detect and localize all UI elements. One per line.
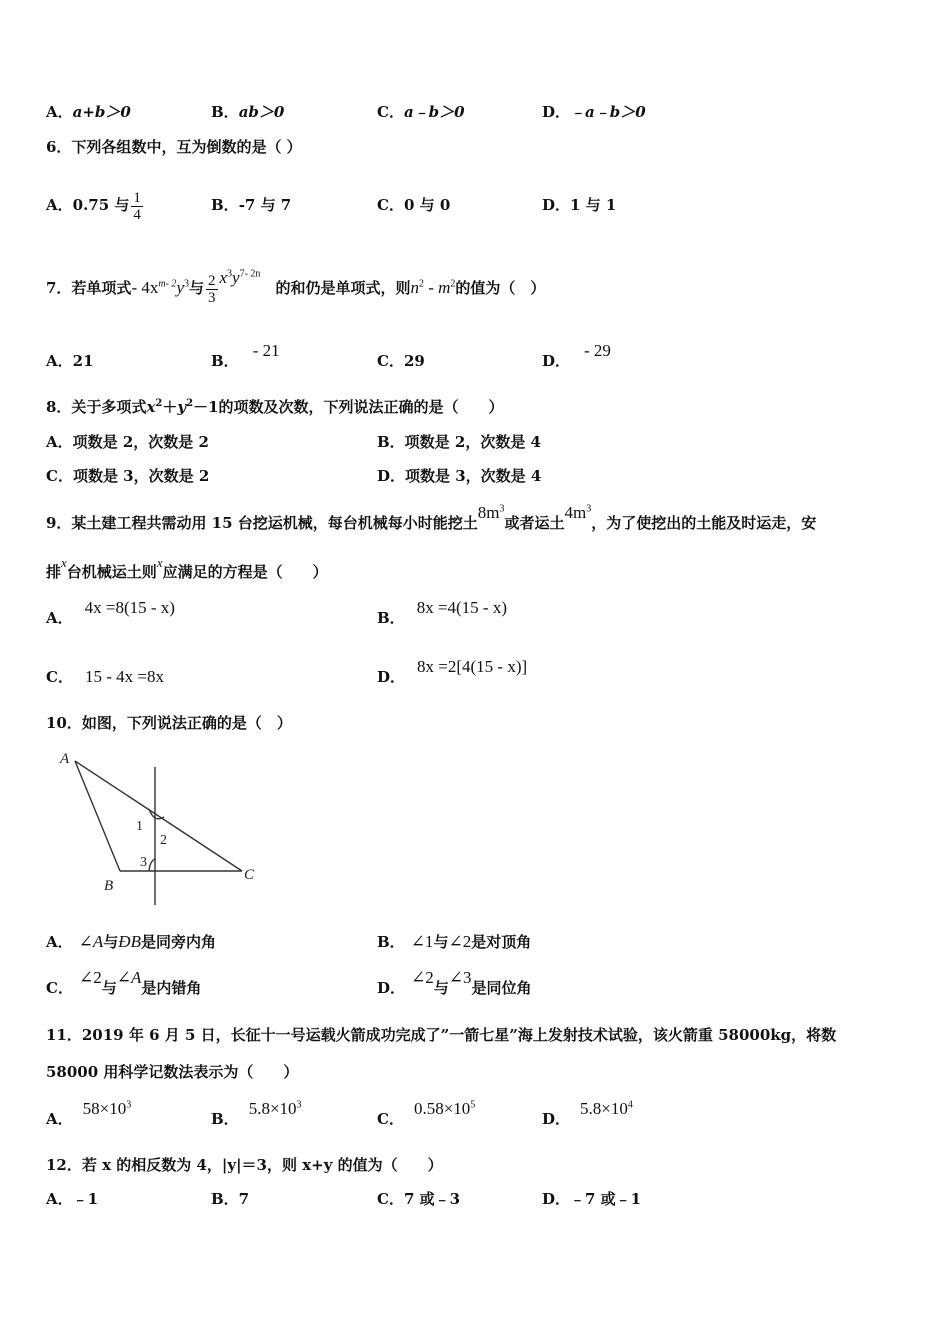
q6-option-c: C．0 与 0 (377, 196, 451, 214)
q11-option-c: C．$0.58\times 10^5$ (377, 1099, 476, 1128)
figure-label-C: C (244, 867, 255, 883)
q7-stem: 7．若单项式- $4x^{m- 2}y^3$与 $\frac{2}{3}$ $x^3y^{7- 2n}$ 的和仍是单项式，则$n^2 - m^2$的值为（ ） (46, 268, 546, 306)
q5-option-d: D．﹣a﹣b＞0 (542, 103, 646, 121)
q7-option-b: B．- 21 (211, 341, 280, 370)
q12-option-d: D．﹣7 或﹣1 (542, 1190, 642, 1208)
q8-stem: 8．关于多项式$x^2+y^2-1$的项数及次数，下列说法正确的是（ ） (46, 398, 504, 416)
q10-option-b: B． ∠1与∠2是对顶角 (377, 932, 532, 951)
q8-option-d: D．项数是 3，次数是 4 (377, 467, 542, 485)
q12-stem: 12．若 x 的相反数为 4，|y|＝3，则 x+y 的值为（ ） (46, 1156, 443, 1174)
q9-option-c: C． 15 - 4x =8x (46, 667, 164, 686)
q9-option-d: D．8x =2[4(15 - x)] (377, 657, 528, 686)
figure-label-3: 3 (140, 855, 147, 870)
q6-option-d: D．1 与 1 (542, 196, 617, 214)
q7-option-c: C．29 (377, 352, 425, 370)
figure-label-1: 1 (136, 819, 143, 834)
q8-option-c: C．项数是 3，次数是 2 (46, 467, 210, 485)
q10-option-a: A． ∠A与ÐB是同旁内角 (46, 932, 216, 951)
q5-option-c: C．a﹣b＞0 (377, 103, 465, 121)
q7-option-d: D．- 29 (542, 341, 611, 370)
q7-option-a: A．21 (46, 352, 94, 370)
q8-option-b: B．项数是 2，次数是 4 (377, 433, 541, 451)
q11-option-d: D．$5.8\times 10^4$ (542, 1099, 633, 1128)
q12-option-b: B．7 (211, 1190, 250, 1208)
q9-stem-line2: 排x台机械运土则x应满足的方程是（ ） (46, 555, 328, 581)
q11-option-a: A．$58\times 10^3$ (46, 1099, 132, 1128)
q11-option-b: B．$5.8\times 10^3$ (211, 1099, 302, 1128)
q9-option-a: A．4x =8(15 - x) (46, 598, 175, 627)
q9-option-b: B．8x =4(15 - x) (377, 598, 508, 627)
figure-label-A: A (60, 751, 70, 767)
q6-fraction: $\frac{1}{4}$ (133, 189, 141, 223)
q12-option-a: A．﹣1 (46, 1190, 99, 1208)
q6-option-a: A．0.75 与 $\frac{1}{4}$ (46, 189, 141, 223)
q6-stem: 6．下列各组数中，互为倒数的是（ ） (46, 138, 302, 156)
q10-option-d: D．∠2与∠3是同位角 (377, 968, 532, 997)
q10-triangle-figure (50, 745, 280, 910)
q5-option-b: B．ab＞0 (211, 103, 285, 121)
q5-option-a: A．a+b＞0 (46, 103, 131, 121)
q12-option-c: C．7 或﹣3 (377, 1190, 461, 1208)
q7-fraction: $\frac{2}{3}$ (208, 272, 216, 306)
figure-label-B: B (104, 878, 114, 894)
q10-stem: 10．如图，下列说法正确的是（ ） (46, 714, 292, 732)
q10-option-c: C．∠2与∠A是内错角 (46, 968, 202, 997)
q8-option-a: A．项数是 2，次数是 2 (46, 433, 209, 451)
q9-stem-line1: 9．某土建工程共需动用 15 台挖运机械，每台机械每小时能挖土$8m^3$或者运土$4m^3$，为了使挖出的土能及时运走，安 (46, 503, 817, 532)
q11-stem-line1: 11．2019 年 6 月 5 日，长征十一号运载火箭成功完成了”一箭七星”海上发射技术试验，该火箭重 58000kg，将数 (46, 1026, 837, 1044)
q6-option-b: B．-7 与 7 (211, 196, 292, 214)
figure-label-2: 2 (160, 833, 167, 848)
q11-stem-line2: 58000 用科学记数法表示为（ ） (46, 1063, 299, 1081)
